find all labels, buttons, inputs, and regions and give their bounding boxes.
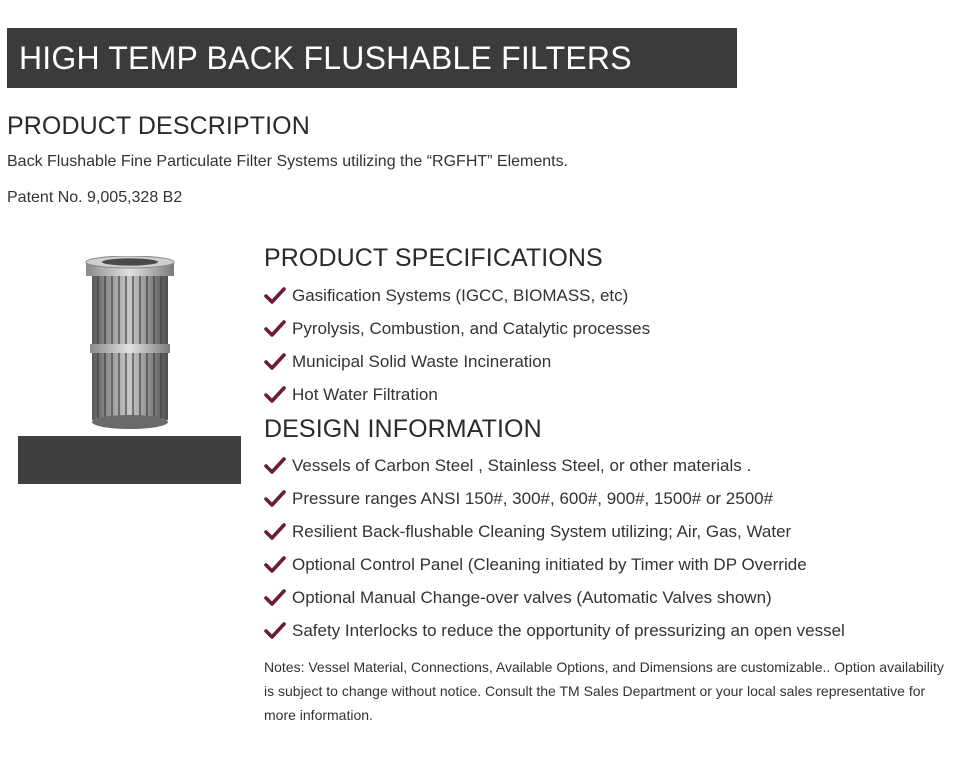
- list-item-text: Pressure ranges ANSI 150#, 300#, 600#, 900#, 1500# or 2500#: [292, 488, 774, 508]
- list-item-text: Resilient Back-flushable Cleaning System utilizing; Air, Gas, Water: [292, 521, 792, 541]
- product-description-heading: PRODUCT DESCRIPTION: [7, 112, 310, 140]
- list-item-text: Gasification Systems (IGCC, BIOMASS, etc): [292, 285, 629, 305]
- list-item-text: Pyrolysis, Combustion, and Catalytic processes: [292, 318, 651, 338]
- product-description-text: Back Flushable Fine Particulate Filter Systems utilizing the “RGFHT” Elements.: [7, 153, 569, 170]
- design-list: [264, 449, 845, 647]
- list-item-text: Safety Interlocks to reduce the opportunity of pressurizing an open vessel: [292, 620, 845, 640]
- list-item: [264, 378, 650, 411]
- product-specifications-heading: PRODUCT SPECIFICATIONS: [264, 244, 603, 272]
- notes-text: Notes: Vessel Material, Connections, Available Options, and Dimensions are customizable.. Option availability is subject to change without notice. Consult the TM Sales Department or your local sales representative for more information.: [264, 659, 944, 723]
- list-item: [264, 515, 845, 548]
- list-item: [264, 345, 650, 378]
- list-item-text: Optional Control Panel (Cleaning initiated by Timer with DP Override: [292, 554, 807, 574]
- checkmark-icon: [264, 386, 286, 404]
- list-item: [264, 614, 845, 647]
- patent-number: Patent No. 9,005,328 B2: [7, 189, 183, 206]
- list-item: [264, 449, 845, 482]
- list-item: [264, 482, 845, 515]
- image-caption-bar: [18, 436, 241, 484]
- filter-element-image: [80, 256, 180, 432]
- checkmark-icon: [264, 622, 286, 640]
- list-item: [264, 279, 650, 312]
- checkmark-icon: [264, 589, 286, 607]
- page-title: HIGH TEMP BACK FLUSHABLE FILTERS: [7, 28, 737, 88]
- checkmark-icon: [264, 353, 286, 371]
- list-item-text: Hot Water Filtration: [292, 384, 438, 404]
- list-item-text: Vessels of Carbon Steel , Stainless Steel, or other materials .: [292, 455, 752, 475]
- list-item-text: Optional Manual Change-over valves (Automatic Valves shown): [292, 587, 772, 607]
- checkmark-icon: [264, 457, 286, 475]
- specifications-list: [264, 279, 650, 411]
- checkmark-icon: [264, 287, 286, 305]
- list-item: [264, 548, 845, 581]
- checkmark-icon: [264, 556, 286, 574]
- checkmark-icon: [264, 523, 286, 541]
- checkmark-icon: [264, 320, 286, 338]
- list-item-text: Municipal Solid Waste Incineration: [292, 351, 552, 371]
- list-item: [264, 581, 845, 614]
- list-item: [264, 312, 650, 345]
- checkmark-icon: [264, 490, 286, 508]
- design-information-heading: DESIGN INFORMATION: [264, 415, 542, 443]
